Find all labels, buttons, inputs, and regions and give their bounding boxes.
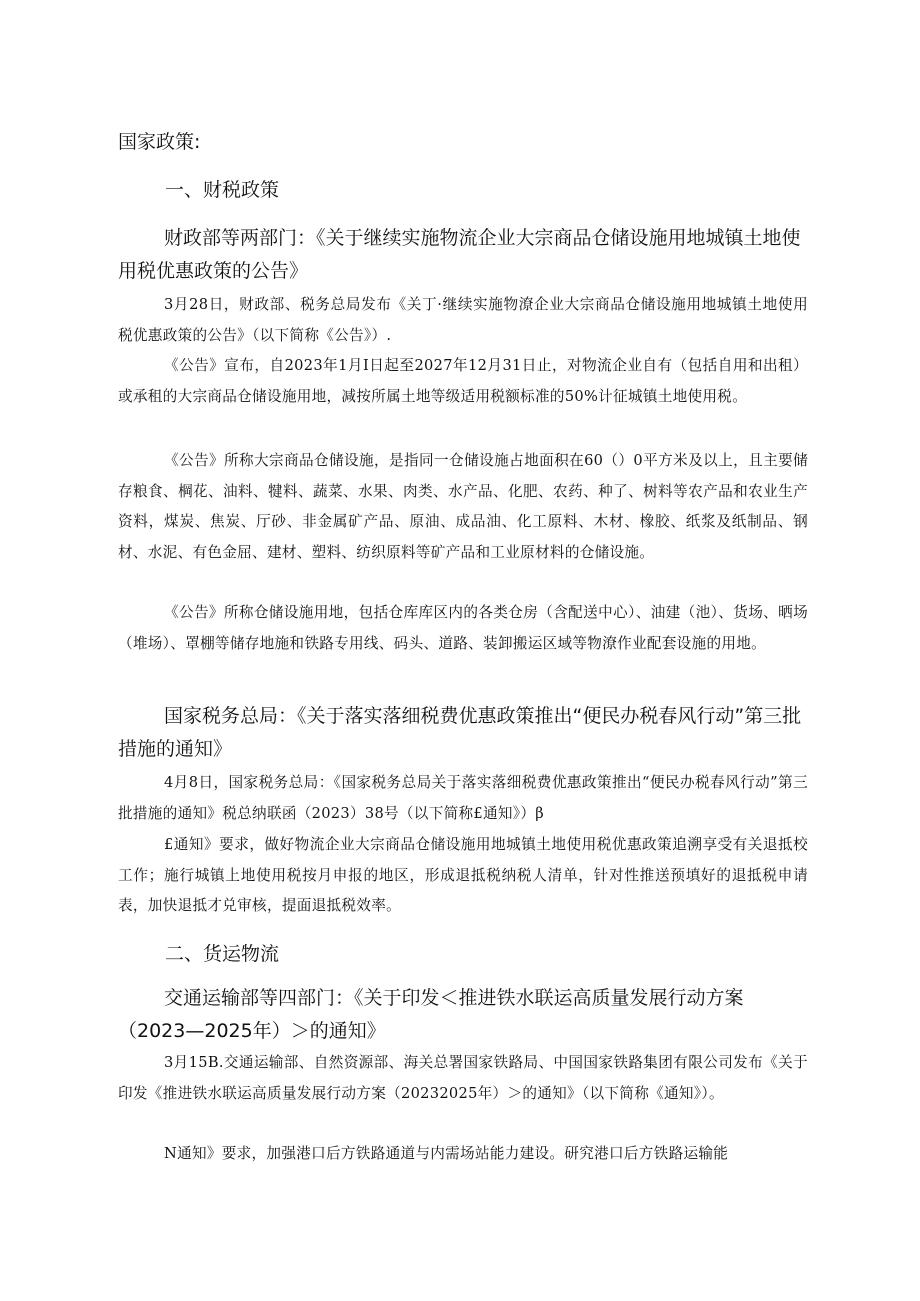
page-heading: 国家政策: (118, 131, 201, 153)
article-title-warehouse-land-tax: 财政部等两部门：《关于继续实施物流企业大宗商品仓储设施用地城镇土地使用税优惠政策的公告》 (118, 227, 801, 282)
paragraph: 4月8日，国家税务总局：《国家税务总局关于落实落细税费优惠政策推出“便民办税春风行动”第三批措施的通知》税总纳联函（2023）38号（以下简称£通知》）β (118, 774, 808, 822)
paragraph: £通知》要求，做好物流企业大宗商品仓储设施用地城镇土地使用税优惠政策追溯享受有关退抵校工作；施行城镇上地使用税按月申报的地区，形成退抵税纳税人清单，针对性推送预填好的退抵税申请表，加快退抵才兑审核，提面退抵税效率。 (118, 836, 808, 914)
article-title-tax-service-spring-breeze: 国家税务总局：《关于落实落细税费优惠政策推出“便民办税春风行动”第三批措施的通知》 (118, 705, 802, 760)
paragraph: 3月28日，财政部、税务总局发布《关丁·继续实施物潦企业大宗商品仓储设施用地城镇土地使用税优惠政策的公告》（以下简称《公告》）. (118, 296, 808, 344)
paragraph: 《公告》宣布，自2023年1月I日起至2027年12月31日止，对物流企业自有（包括自用和出租）或承租的大宗商品仓储设施用地，减按所属土地等级适用税额标准的50%计征城镇土地使用税。 (118, 357, 808, 405)
paragraph: 《公告》所称仓储设施用地，包括仓库库区内的各类仓房（含配送中心）、油建（池）、货场、晒场（堆场）、罩棚等储存地施和铁路专用线、码头、道路、装卸搬运区域等物潦作业配套设施的用地。 (118, 604, 808, 652)
paragraph: N通知》要求，加强港口后方铁路通道与内需场站能力建设。研究港口后方铁路运输能 (164, 1145, 729, 1162)
article-title-rail-water-transport: 交通运输部等四部门：《关于印发＜推进铁水联运高质量发展行动方案（2023—2025年）＞的通知》 (118, 987, 744, 1042)
paragraph: 3月15B.交通运输部、自然资源部、海关总署国家铁路局、中国国家铁路集团有限公司发布《关于印发《推进铁水联运高质量发展行动方案（20232025年）＞的通知》（以下简称《通知》）。 (118, 1054, 808, 1102)
section-heading-freight-logistics: 二、货运物流 (165, 943, 280, 965)
section-heading-fiscal-tax: 一、财税政策 (165, 179, 280, 201)
paragraph: 《公告》所称大宗商品仓储设施，是指同一仓储设施占地面积在60（）0平方米及以上，且主要储存粮食、棡花、油料、犍料、蔬菜、水果、肉类、水产品、化肥、农药、种了、树料等农产品和农业生产资料，煤炭、焦炭、厅砂、非金属矿产品、原油、成品油、化工原料、木材、橡胶、纸浆及纸制品、钢材、水泥、有色金屈、建材、塑料、纺织原料等矿产品和工业原材料的仓储设施。 (118, 452, 808, 561)
